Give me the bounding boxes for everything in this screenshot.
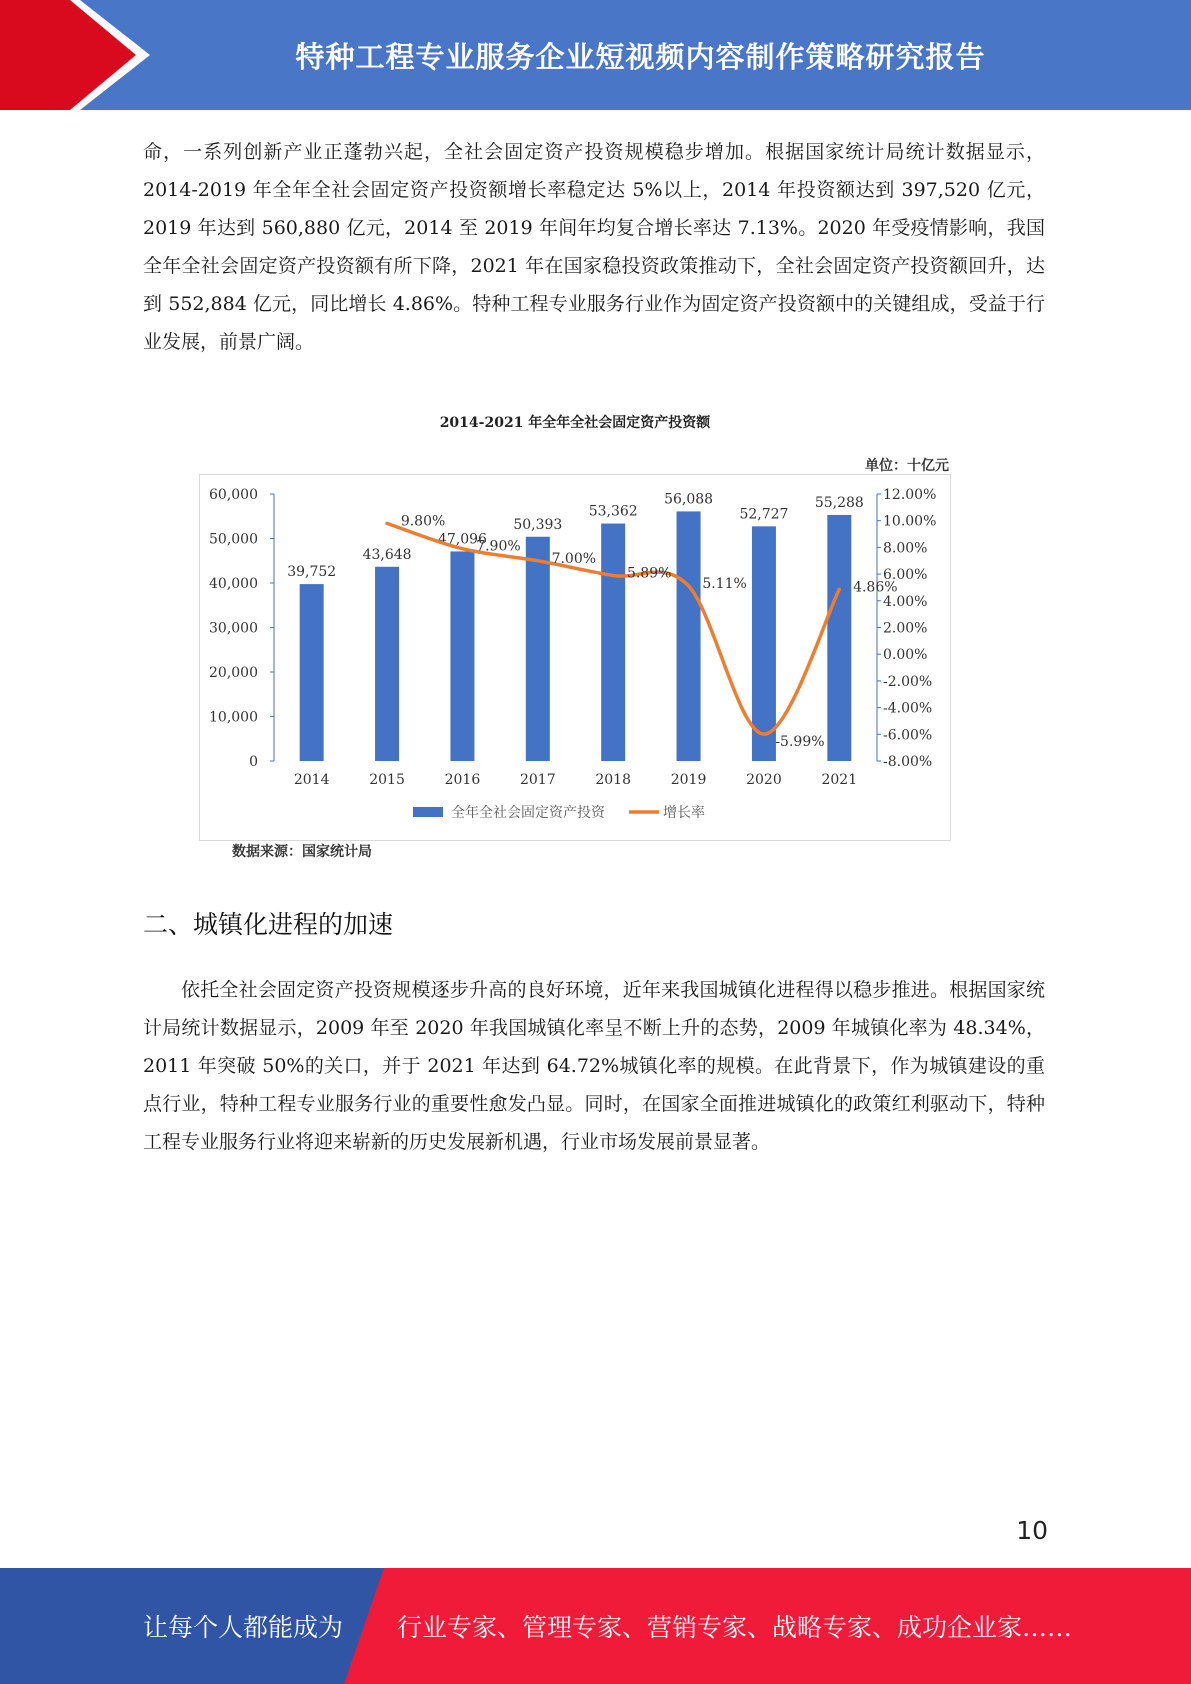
bar-value-label: 50,393	[513, 516, 563, 533]
chart-unit: 单位：十亿元	[865, 458, 949, 474]
right-axis-tick-label: -8.00%	[883, 754, 933, 770]
growth-rate-label: 4.86%	[853, 579, 898, 596]
bar-2017	[526, 537, 550, 761]
bar-2014	[300, 584, 324, 761]
growth-rate-label: 9.80%	[400, 513, 446, 530]
legend-line-label: 增长率	[663, 805, 705, 821]
section-heading: 二、城镇化进程的加速	[143, 910, 394, 939]
right-axis-tick-label: 4.00%	[883, 593, 928, 610]
body-paragraph-2: 依托全社会固定资产投资规模逐步升高的良好环境，近年来我国城镇化进程得以稳步推进。根据国家统计局统计数据显示，2009 年至 2020 年我国城镇化率呈不断上升的态势，2009 年城镇化率为 48.34%，2011 年突破 50%的关口，并于 2021 年达到 64.72%城镇化率的规模。在此背景下，作为城镇建设的重点行业，特种工程专业服务行业的重要性愈发凸显。同时，在国家全面推进城镇化的政策红利驱动下，特种工程专业服务行业将迎来崭新的历史发展新机遇，行业市场发展前景显著。	[143, 979, 1045, 1153]
x-axis-tick-label: 2018	[595, 772, 632, 788]
x-axis-tick-label: 2014	[293, 772, 330, 788]
body-paragraph-1: 命，一系列创新产业正蓬勃兴起，全社会固定资产投资规模稳步增加。根据国家统计局统计数据显示，2014-2019 年全年全社会固定资产投资额增长率稳定达 5%以上，2014 年投资额达到 397,520 亿元，2019 年达到 560,880 亿元，2014 至 2019 年间年均复合增长率达 7.13%。2020 年受疫情影响，我国全年全社会固定资产投资额有所下降，2021 年在国家稳投资政策推动下，全社会固定资产投资额回升，达到 552,884 亿元，同比增长 4.86%。特种工程专业服务行业作为固定资产投资额中的关键组成，受益于行业发展，前景广阔。	[143, 141, 1045, 353]
bar-2016	[450, 551, 474, 761]
growth-rate-label: 5.89%	[626, 565, 672, 582]
page-header	[0, 0, 1191, 110]
bar-value-label: 52,727	[739, 506, 789, 523]
bar-value-label: 39,752	[287, 564, 337, 581]
x-axis-tick-label: 2020	[746, 772, 782, 788]
right-axis-tick-label: 0.00%	[883, 647, 928, 664]
bar-2021	[827, 515, 851, 761]
x-axis-tick-label: 2019	[670, 772, 707, 788]
bar-2018	[601, 524, 625, 761]
left-axis-tick-label: 40,000	[209, 576, 258, 592]
growth-rate-label: 7.00%	[551, 550, 597, 567]
right-axis-tick-label: 12.00%	[883, 487, 937, 503]
legend-bar-swatch	[413, 807, 443, 817]
page-footer	[0, 1568, 1191, 1684]
x-axis-tick-label: 2015	[369, 772, 405, 788]
x-axis-tick-label: 2021	[821, 772, 858, 788]
footer-slogan-right: 行业专家、管理专家、营销专家、战略专家、成功企业家……	[397, 1613, 1073, 1642]
report-title: 特种工程专业服务企业短视频内容制作策略研究报告	[295, 39, 986, 74]
growth-rate-label: 7.90%	[476, 538, 521, 555]
left-axis-tick-label: 0	[249, 754, 258, 770]
footer-slogan-left: 让每个人都能成为	[143, 1613, 344, 1642]
growth-rate-label: 5.11%	[702, 575, 747, 592]
bar-2020	[752, 526, 776, 761]
left-axis-tick-label: 10,000	[209, 709, 258, 726]
right-axis-tick-label: 2.00%	[883, 620, 928, 637]
bar-value-label: 55,288	[814, 494, 864, 511]
left-axis-tick-label: 30,000	[209, 620, 258, 637]
bar-2019	[677, 511, 701, 761]
right-axis-tick-label: 6.00%	[883, 567, 928, 584]
growth-rate-label: -5.99%	[775, 734, 825, 751]
investment-chart	[199, 474, 951, 842]
right-axis-tick-label: -6.00%	[883, 727, 933, 744]
bar-value-label: 56,088	[664, 491, 714, 508]
legend-bar-label: 全年全社会固定资产投资	[451, 805, 605, 821]
x-axis-tick-label: 2017	[519, 772, 556, 788]
right-axis-tick-label: -2.00%	[883, 673, 933, 690]
bar-value-label: 43,648	[362, 546, 412, 563]
chart-source: 数据来源：国家统计局	[232, 844, 372, 860]
left-axis-tick-label: 60,000	[209, 487, 258, 503]
bar-value-label: 53,362	[588, 503, 638, 520]
left-axis-tick-label: 20,000	[209, 665, 258, 681]
right-axis-tick-label: -4.00%	[883, 700, 933, 717]
x-axis-tick-label: 2016	[444, 772, 481, 788]
left-axis-tick-label: 50,000	[209, 531, 258, 548]
chart-title: 2014-2021 年全年全社会固定资产投资额	[439, 415, 711, 431]
page-number: 10	[1016, 1516, 1048, 1545]
right-axis-tick-label: 10.00%	[883, 513, 937, 530]
bar-2015	[375, 567, 399, 761]
bar-value-label: 47,096	[437, 531, 487, 548]
right-axis-tick-label: 8.00%	[883, 540, 928, 557]
